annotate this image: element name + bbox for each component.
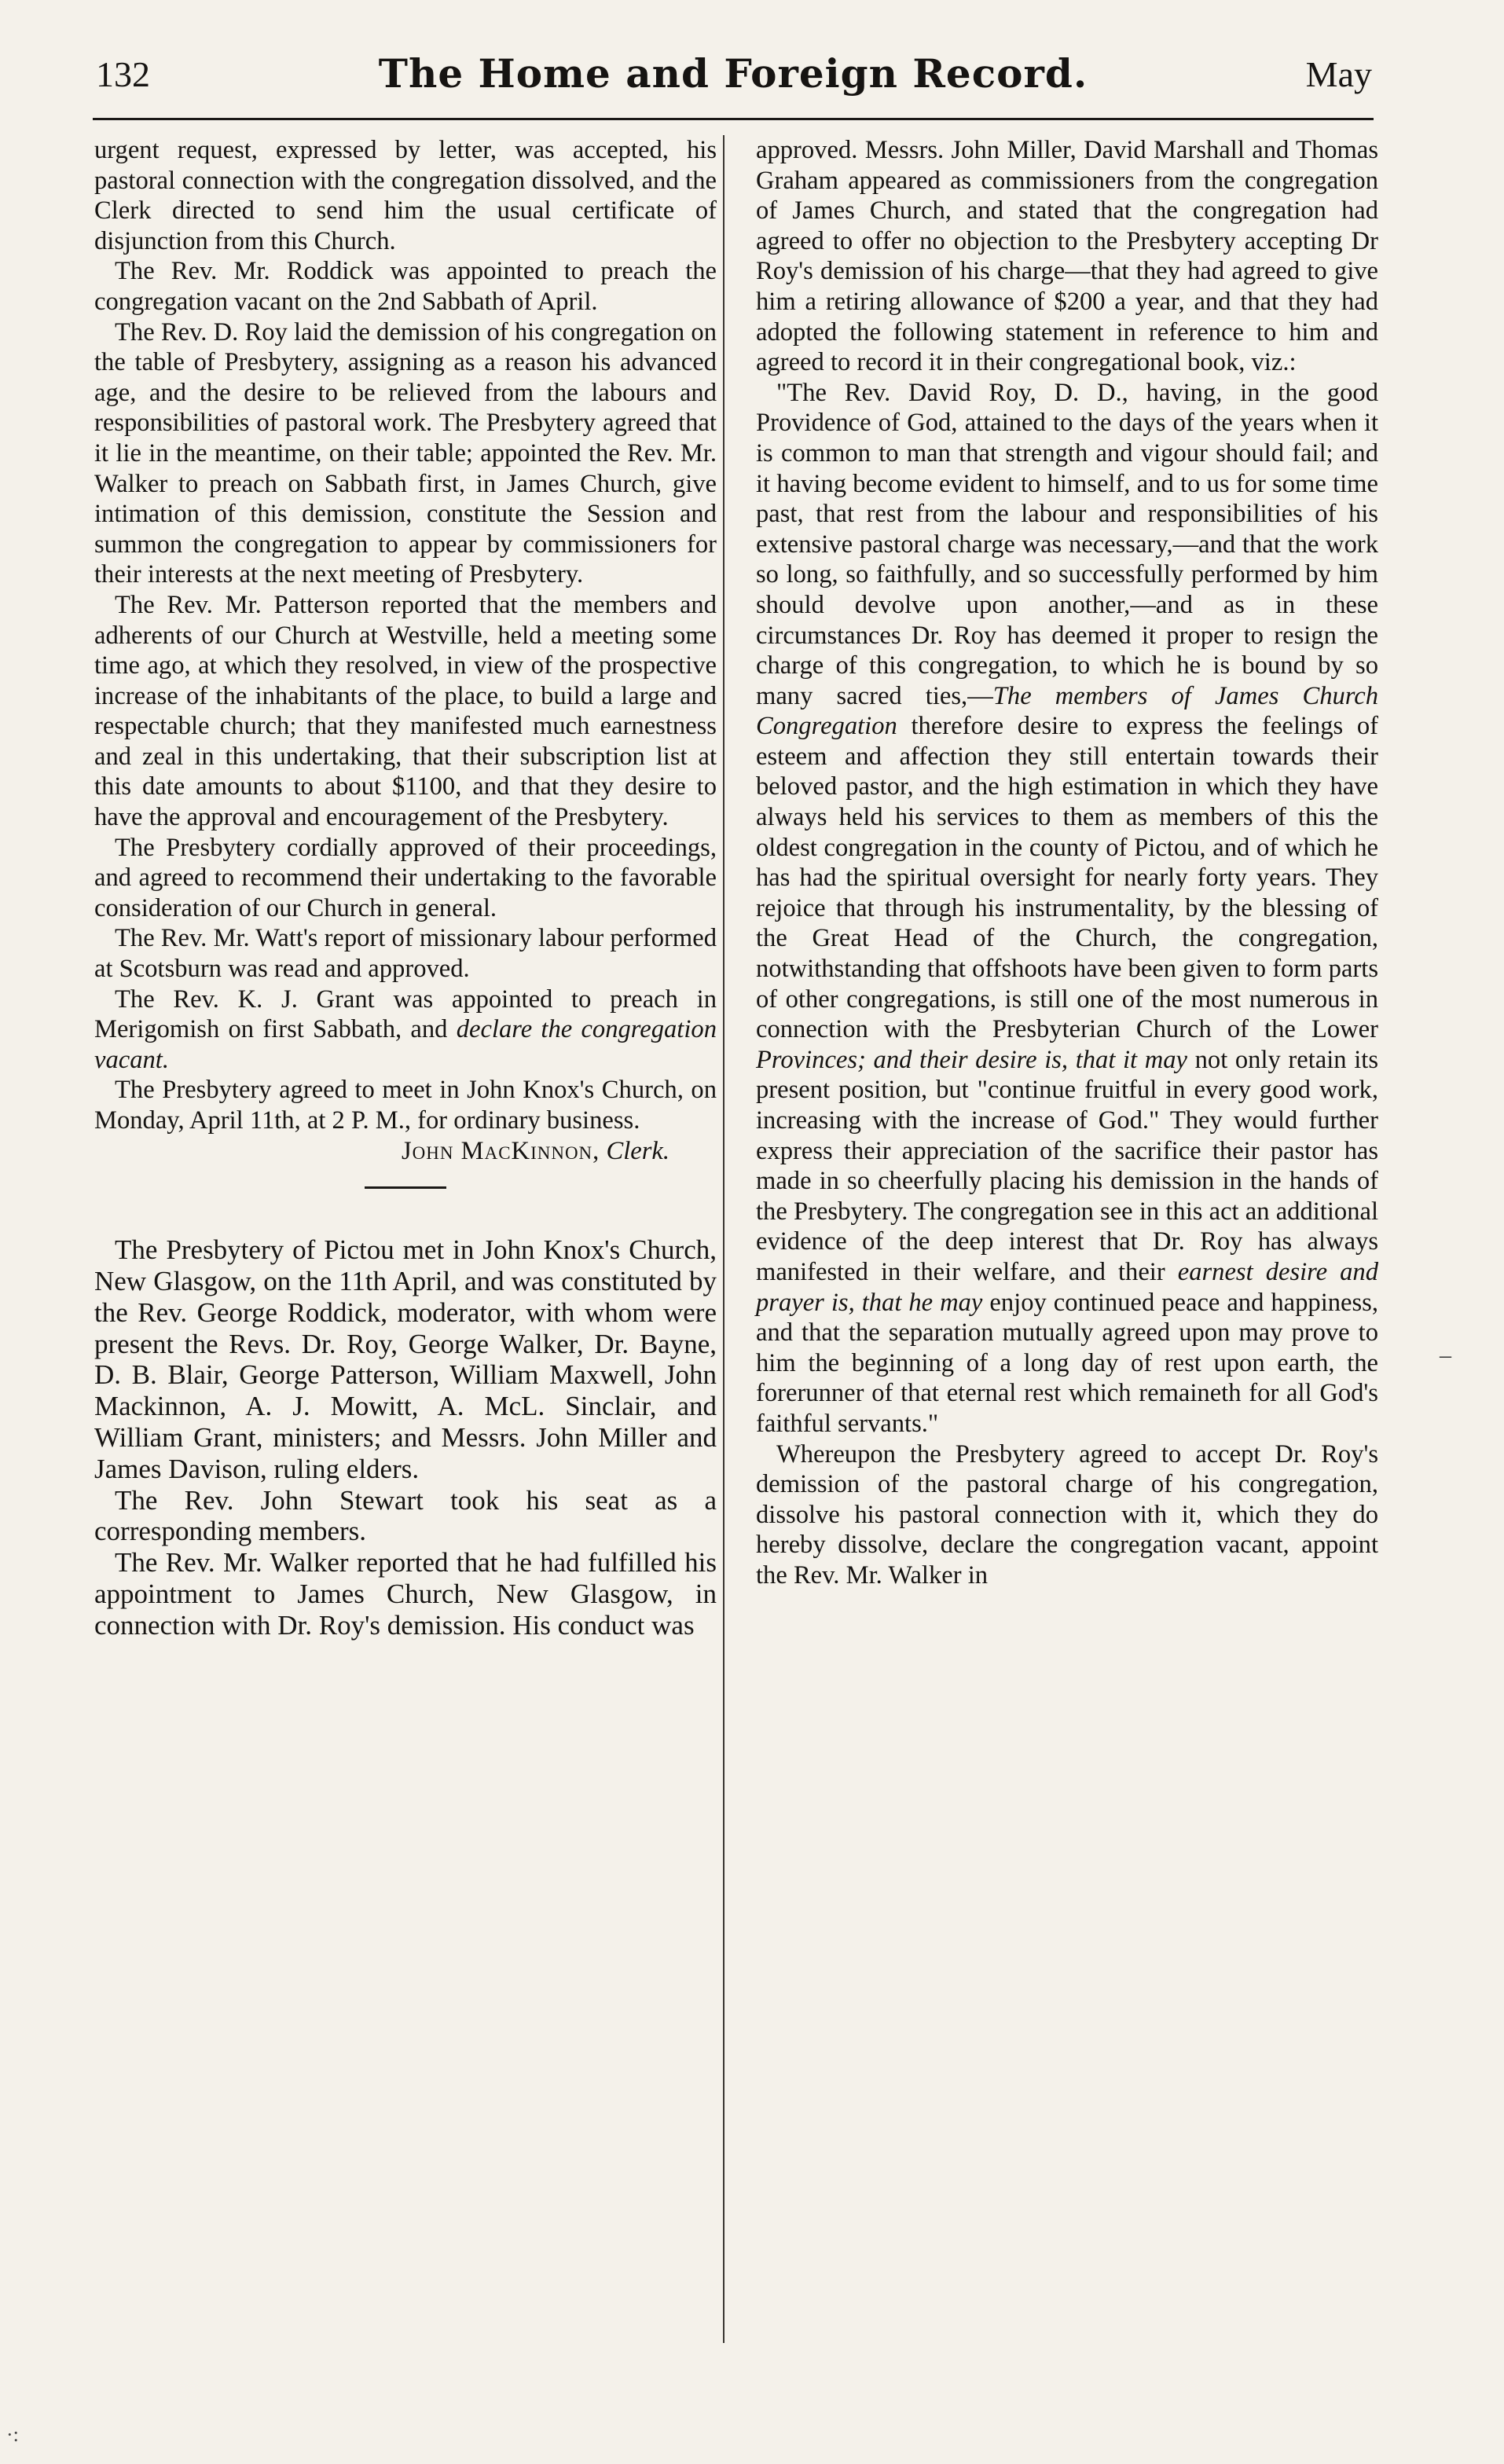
- quote-text: "The Rev. David Roy, D. D., having, in the good Providence of God, attained to the days of the years when it is common to man that strength and vigour should fail; and it having become evident to himself, and to us for some time past, that rest from the labour and responsibilities of his extensive pastoral charge was necessary,—and that the work so long, so faithfully, and so successfully performed by him should devolve upon another,—and as in these circumstances Dr. Roy has deemed it proper to resign the charge of this congregation, to which he is bound by so many sacred ties,—: [756, 378, 1378, 710]
- quote-italic: Provinces; and their desire is, that it may: [756, 1045, 1188, 1074]
- margin-mark: ·:: [6, 2423, 19, 2446]
- page-number: 132: [96, 54, 150, 94]
- margin-mark: –: [1440, 1342, 1451, 1368]
- quote-text: therefore desire to express the feelings of esteem and affection they still entertain towards their beloved pastor, and the high estimation in which they have always held his services to them as members of this the oldest congregation in the county of Pictou, and of which he has had the spiritual oversight for nearly forty years. They rejoice that through his instrumentality, by the blessing of the Great Head of the Church, the congregation, notwithstanding that offshoots have been given to form parts of other congregations, is still one of the most numerous in connection with the Presbyterian Church of the Lower: [756, 712, 1378, 1044]
- paragraph: The Rev. Mr. Watt's report of missionary labour performed at Scotsburn was read and approved.: [94, 924, 717, 984]
- quote-text: enjoy continued peace and happiness, and that the separation mutually agreed upon may prove to him the beginning of a long day of rest upon earth, the forerunner of that eternal rest which remaineth for all God's faithful servants.": [756, 1288, 1379, 1438]
- paragraph: The Rev. Mr. Patterson reported that the members and adherents of our Church at Westville, held a meeting some time ago, at which they resolved, in view of the prospective increase of the inhabitants of the place, to build a large and respectable church; that they manifested much earnestness and zeal in this undertaking, that their subscription list at this date amounts to about $1100, and that they desire to have the approval and encouragement of the Presbytery.: [94, 590, 717, 832]
- quote-text: not only retain its present position, but "continue fruitful in every good work, increasing with the increase of God." They would further express their appreciation of the sacrifice their pastor has made in so cheerfully placing his demission in the hands of the Presbytery. The congregation see in this act an additional evidence of the deep interest that Dr. Roy has always manifested in their welfare, and their: [756, 1045, 1378, 1286]
- report-section: [94, 1234, 717, 1641]
- left-column: [94, 135, 717, 1641]
- signature-name: John MacKinnon,: [401, 1136, 600, 1165]
- paragraph: The Rev. Mr. Roddick was appointed to preach the congregation vacant on the 2nd Sabbath of April.: [94, 257, 717, 316]
- paragraph: approved. Messrs. John Miller, David Marshall and Thomas Graham appeared as commissioners from the congregation of James Church, and stated that the congregation had agreed to offer no objection to the Presbytery accepting Dr Roy's demission of his charge—that they had agreed to give him a retiring allowance of $200 a year, and that they had adopted the following statement in reference to him and agreed to record it in their congregational book, viz.:: [756, 136, 1378, 377]
- paragraph: Whereupon the Presbytery agreed to accept Dr. Roy's demission of the pastoral charge of his congregation, dissolve his pastoral connection with it, which they do hereby dissolve, declare the congregation vacant, appoint the Rev. Mr. Walker in: [756, 1439, 1378, 1590]
- paragraph: The Rev. D. Roy laid the demission of his congregation on the table of Presbytery, assigning as a reason his advanced age, and the desire to be relieved from the labours and responsibilities of pastoral work. The Presbytery agreed that it lie in the meantime, on their table; appointed the Rev. Mr. Walker to preach on Sabbath first, in James Church, give intimation of this demission, constitute the Session and summon the congregation to appear by commissioners for their interests at the next meeting of Presbytery.: [94, 317, 717, 589]
- header-rule: [93, 118, 1374, 120]
- quote-italic: earnest desire and prayer is, that he may: [756, 1257, 1379, 1317]
- column-divider: [723, 135, 724, 2343]
- paragraph: The Presbytery of Pictou met in John Knox's Church, New Glasgow, on the 11th April, and was constituted by the Rev. George Roddick, moderator, with whom were present the Revs. Dr. Roy, George Walker, Dr. Bayne, D. B. Blair, George Patterson, William Maxwell, John Mackinnon, A. J. Mowitt, A. McL. Sinclair, and William Grant, ministers; and Messrs. John Miller and James Davison, ruling elders.: [94, 1234, 717, 1484]
- clerk-signature: [94, 1136, 717, 1167]
- running-month: May: [1305, 54, 1372, 94]
- quote-italic: The members of James Church Congregation: [756, 681, 1379, 741]
- paragraph: The Rev. John Stewart took his seat as a corresponding members.: [94, 1484, 717, 1547]
- grant-text: The Rev. K. J. Grant was appointed to preach in Merigomish on first Sabbath, and: [94, 984, 717, 1044]
- running-header: [93, 49, 1374, 112]
- paragraph: The Presbytery cordially approved of their proceedings, and agreed to recommend their undertaking to the favorable consideration of our Church in general.: [94, 833, 717, 922]
- running-title: The Home and Foreign Record.: [378, 50, 1088, 97]
- right-column: [756, 135, 1378, 1591]
- paragraph: [94, 984, 717, 1076]
- section-separator: [365, 1186, 446, 1189]
- quoted-resolution: [756, 378, 1378, 1439]
- paragraph: The Presbytery agreed to meet in John Knox's Church, on Monday, April 11th, at 2 P. M., for ordinary business.: [94, 1076, 717, 1135]
- paragraph: urgent request, expressed by letter, was accepted, his pastoral connection with the congregation dissolved, and the Clerk directed to send him the usual certificate of disjunction from this Church.: [94, 136, 717, 255]
- paragraph: The Rev. Mr. Walker reported that he had fulfilled his appointment to James Church, New Glasgow, in connection with Dr. Roy's demission. His conduct was: [94, 1547, 717, 1641]
- signature-role: Clerk.: [606, 1136, 669, 1165]
- grant-text-italic: declare the congregation vacant.: [94, 1015, 717, 1074]
